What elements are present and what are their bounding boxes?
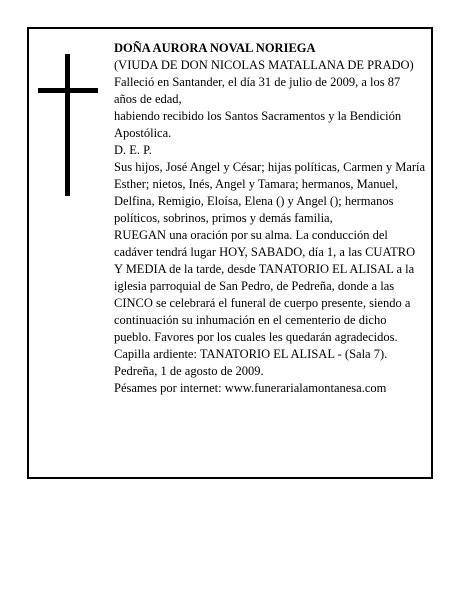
sacraments-line: habiendo recibido los Santos Sacramentos y la Bendición Apostólica. <box>114 109 402 140</box>
condolences-url: Pésames por internet: www.funerarialamontanesa.com <box>114 381 387 395</box>
cross-vertical-bar <box>65 54 70 196</box>
cross-icon <box>38 54 98 196</box>
family-list: Sus hijos, José Angel y César; hijas políticas, Carmen y María Esther; nietos, Inés, Angel y Tamara; hermanos, Manuel, Delfina, Remigio, Eloísa, Elena () y Angel (); hermanos políticos, sobrinos, primos y demás familia, <box>114 160 426 225</box>
rest-in-peace: D. E. P. <box>114 143 152 157</box>
widow-of-line: (VIUDA DE DON NICOLAS MATALLANA DE PRADO) <box>114 58 414 72</box>
obituary-text <box>114 40 426 397</box>
chapel-info: Capilla ardiente: TANATORIO EL ALISAL - (Sala 7). <box>114 347 388 361</box>
cross-horizontal-bar <box>38 88 98 93</box>
place-and-date: Pedreña, 1 de agosto de 2009. <box>114 364 264 378</box>
death-details: Falleció en Santander, el día 31 de julio de 2009, a los 87 años de edad, <box>114 75 401 106</box>
deceased-name: DOÑA AURORA NOVAL NORIEGA <box>114 41 316 55</box>
funeral-request: RUEGAN una oración por su alma. La conducción del cadáver tendrá lugar HOY, SABADO, día 1, a las CUATRO Y MEDIA de la tarde, desde TANATORIO EL ALISAL a la iglesia parroquial de San Pedro, de Pedreña, donde a las CINCO se celebrará el funeral de cuerpo presente, siendo a continuación su inhumación en el cementerio de dicho pueblo. Favores por los cuales les quedarán agradecidos. <box>114 228 416 344</box>
